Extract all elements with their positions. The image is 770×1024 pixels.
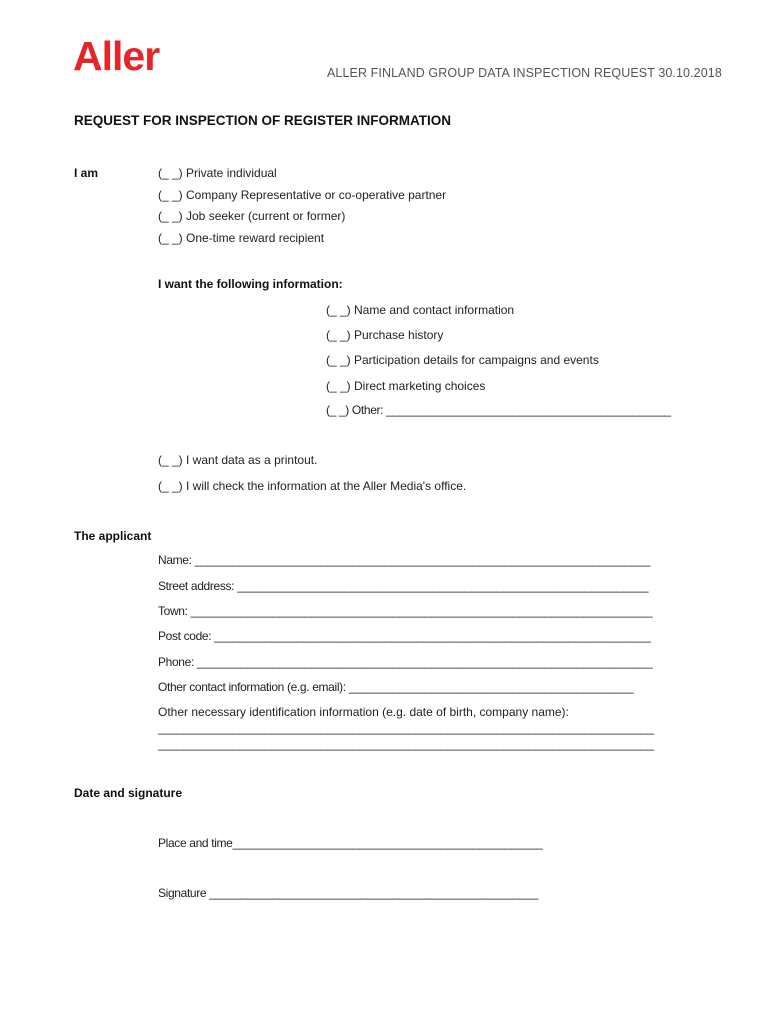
identification-line-2[interactable]: _______________________________________________________________________________ [158, 737, 654, 751]
option-private-individual[interactable]: (_ _) Private individual [158, 166, 277, 180]
identification-line-1[interactable]: _______________________________________________________________________________ [158, 721, 654, 735]
name-field[interactable]: Name: ________________________________________________________________________ [158, 553, 650, 567]
info-label: I want the following information: [158, 277, 343, 291]
applicant-label: The applicant [74, 529, 152, 543]
post-code-field[interactable]: Post code: _____________________________________________________________________ [158, 629, 651, 643]
option-printout[interactable]: (_ _) I want data as a printout. [158, 453, 318, 467]
aller-logo: Aller [73, 33, 160, 79]
option-job-seeker[interactable]: (_ _) Job seeker (current or former) [158, 209, 346, 223]
option-purchase-history[interactable]: (_ _) Purchase history [326, 328, 444, 342]
option-direct-marketing[interactable]: (_ _) Direct marketing choices [326, 379, 486, 393]
document-header: ALLER FINLAND GROUP DATA INSPECTION REQUEST 30.10.2018 [327, 66, 722, 80]
option-other[interactable]: (_ _) Other: _____________________________________________ [326, 403, 671, 417]
town-field[interactable]: Town: _________________________________________________________________________ [158, 604, 653, 618]
other-contact-field[interactable]: Other contact information (e.g. email): _____________________________________________ [158, 680, 634, 694]
signature-field[interactable]: Signature ____________________________________________________ [158, 886, 539, 900]
phone-field[interactable]: Phone: ________________________________________________________________________ [158, 655, 653, 669]
page-title: REQUEST FOR INSPECTION OF REGISTER INFORMATION [74, 113, 452, 128]
option-participation-details[interactable]: (_ _) Participation details for campaigns and events [326, 353, 599, 367]
identification-label: Other necessary identification information (e.g. date of birth, company name): [158, 705, 569, 719]
place-time-field[interactable]: Place and time_________________________________________________ [158, 836, 543, 850]
option-name-contact[interactable]: (_ _) Name and contact information [326, 303, 515, 317]
option-check-at-office[interactable]: (_ _) I will check the information at the Aller Media's office. [158, 479, 467, 493]
option-company-representative[interactable]: (_ _) Company Representative or co-operative partner [158, 188, 447, 202]
date-signature-label: Date and signature [74, 786, 183, 800]
street-address-field[interactable]: Street address: _________________________________________________________________ [158, 579, 649, 593]
iam-label: I am [74, 166, 99, 180]
option-reward-recipient[interactable]: (_ _) One-time reward recipient [158, 231, 325, 245]
